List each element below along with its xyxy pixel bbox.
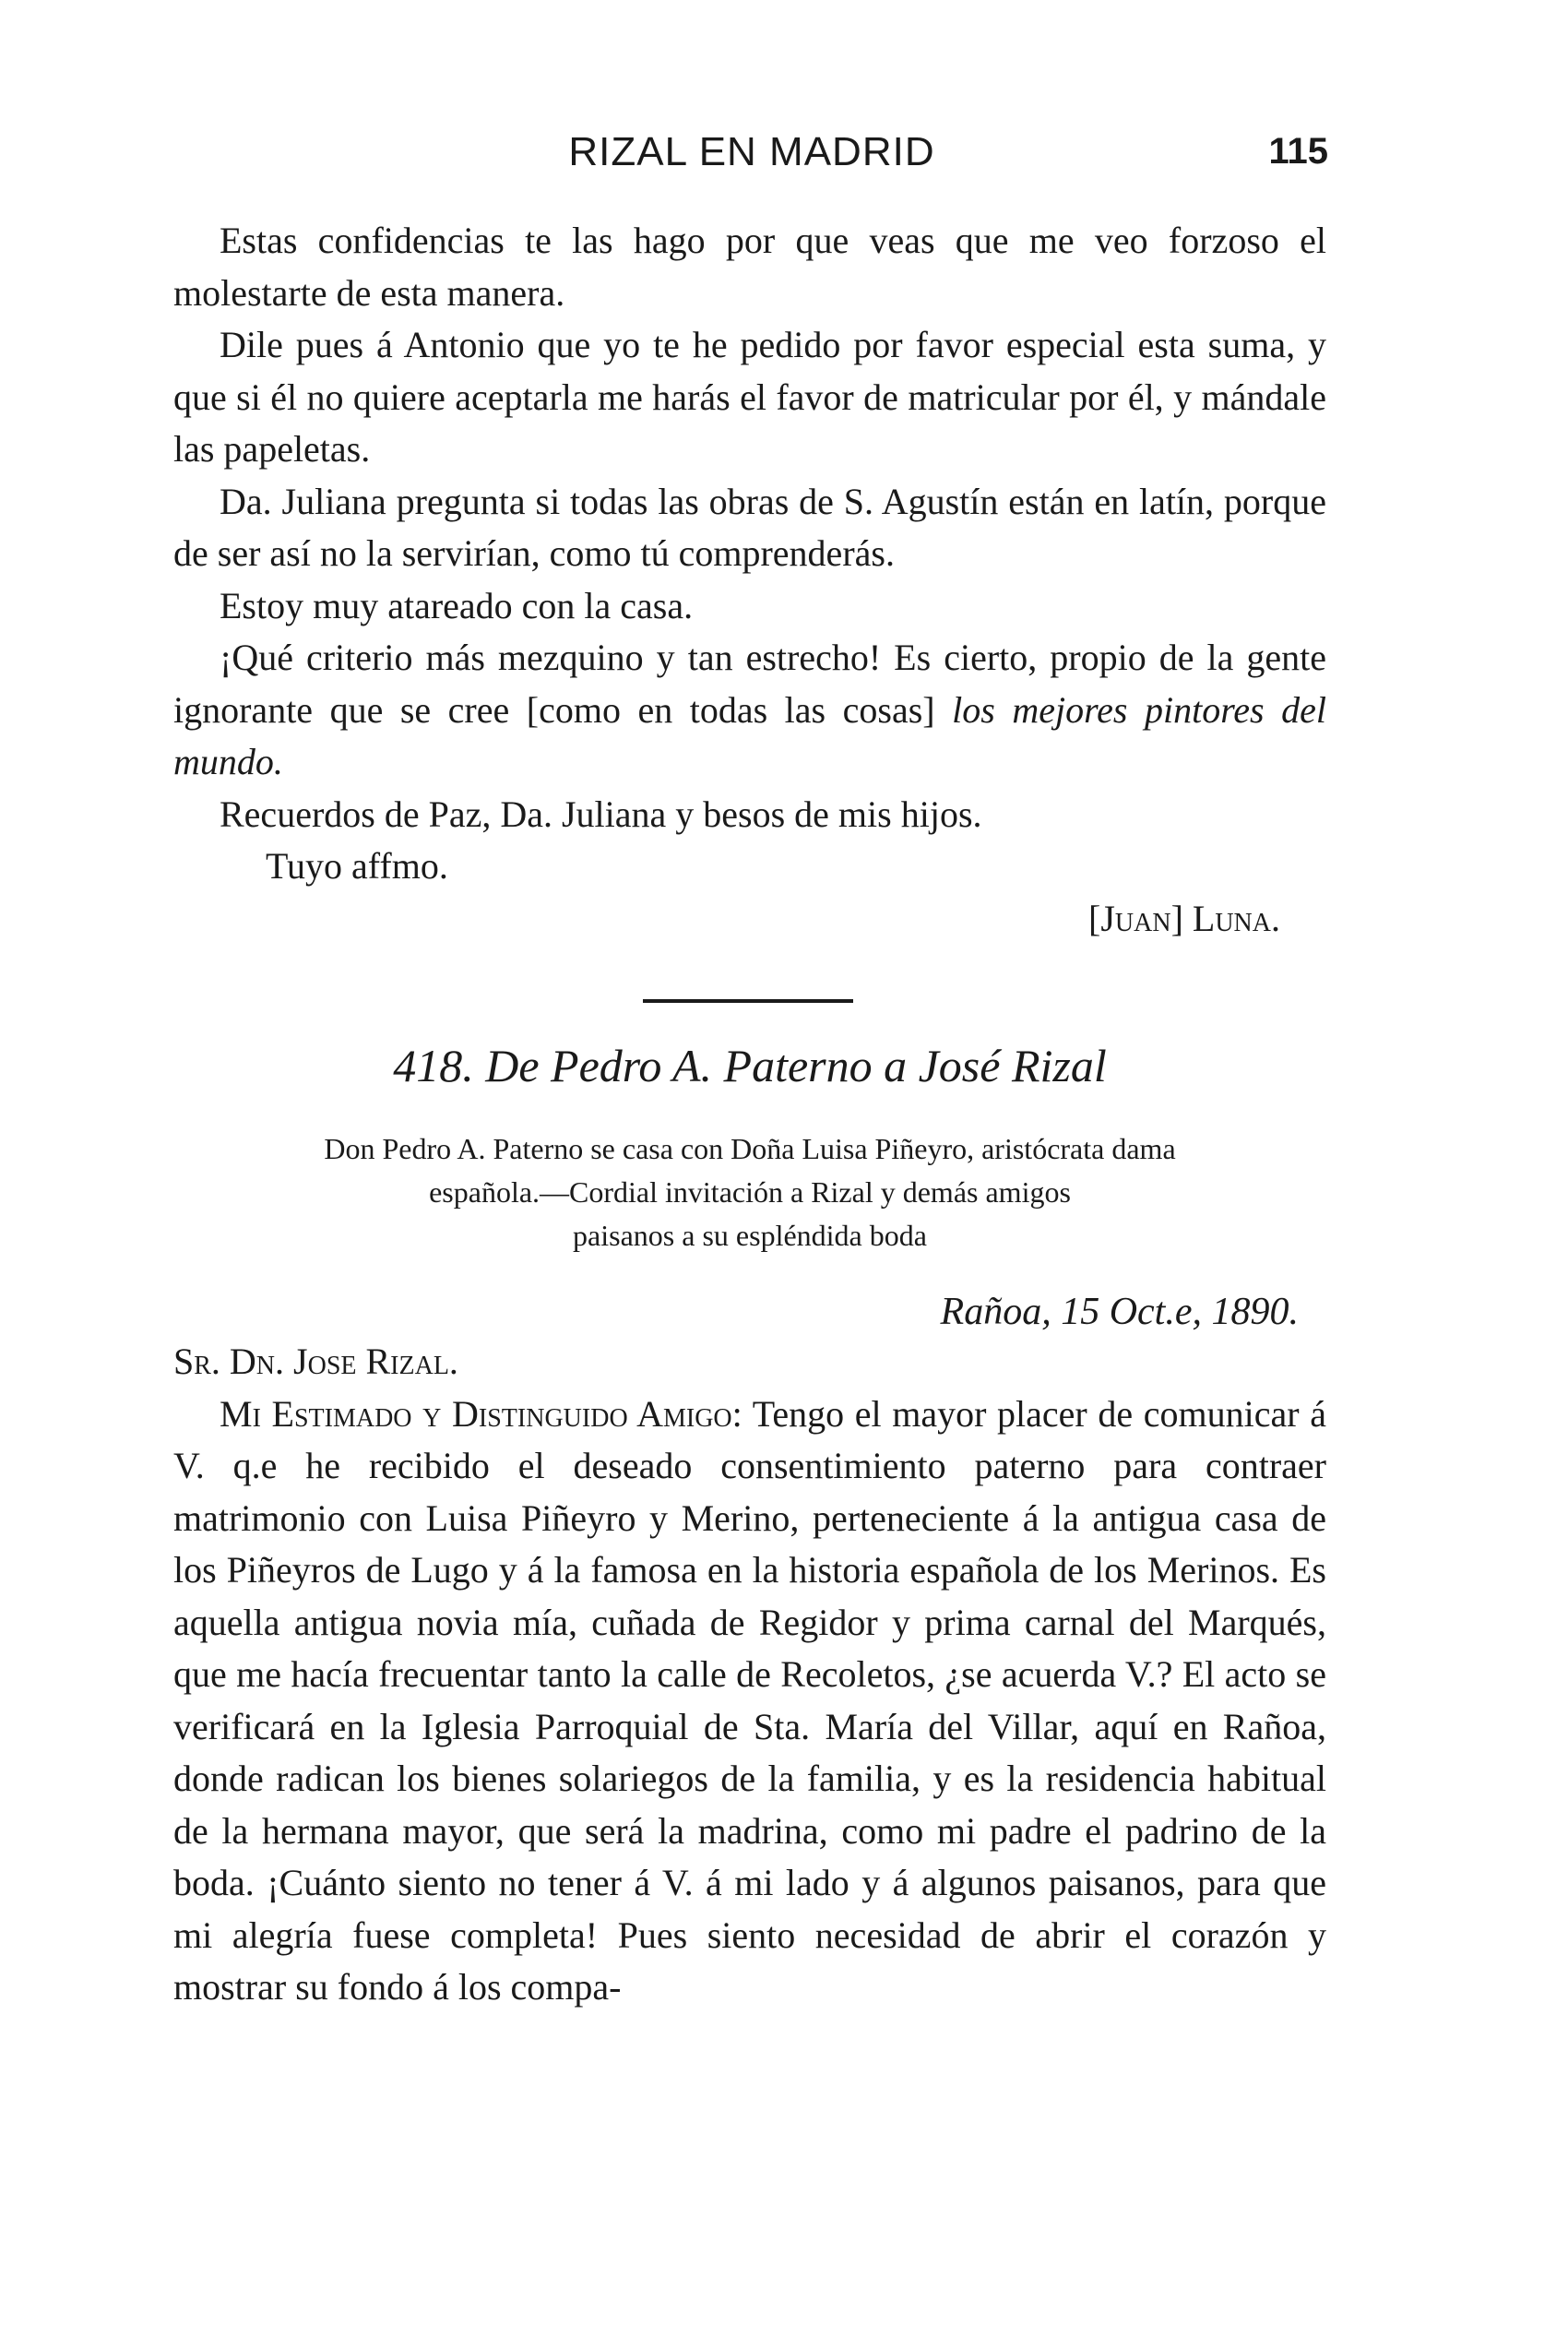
page-number: 115 [1268,131,1328,172]
paragraph [173,632,1326,789]
salutation: Mi Estimado y Distinguido Amigo: [220,1392,742,1435]
paragraph [173,1388,1326,2014]
paragraph: Dile pues á Antonio que yo te he pedido por favor especial esta suma, y que si él no quiere aceptarla me harás el favor de matricular por él, y mándale las papeletas. [173,324,1326,470]
addressee: Sr. Dn. Jose Rizal. [173,1341,458,1382]
dateline: Rañoa, 15 Oct.e, 1890. [940,1291,1299,1333]
summary-line: española.—Cordial invitación a Rizal y demás amigos [429,1175,1071,1209]
italic-phrase: los mejores pintores del mundo. [173,688,1327,782]
section-divider [643,999,853,1003]
paragraph-text: ¡Qué criterio más mezquino y tan estrecho! Es cierto, propio de la gente ignorante que se cree [como en todas las cosas] [173,637,1326,731]
letter-418-body [173,1336,1326,2014]
paragraph: Da. Juliana pregunta si todas las obras de S. Agustín están en latín, porque de ser así no la servirían, como tú comprenderás. [173,480,1326,574]
summary-line: Don Pedro A. Paterno se casa con Doña Luisa Piñeyro, aristócrata dama [324,1132,1176,1165]
paragraph: Estas confidencias te las hago por que veas que me veo forzoso el molestarte de esta manera. [173,220,1326,314]
paragraph-text: Tengo el mayor placer de comunicar á V. q.e he recibido el deseado consentimiento paterno para contraer matrimonio con Luisa Piñeyro y Merino, perteneciente á la antigua casa de los Piñeyros de Lugo y á la famosa en la historia española de los Merinos. Es aquella antigua novia mía, cuñada de Regidor y prima carnal del Marqués, que me hacía frecuentar tanto la calle de Recoletos, ¿se acuerda V.? El acto se verificará en la Iglesia Parroquial de Sta. María del Villar, aquí en Rañoa, donde radican los bienes solariegos de la familia, y es la residencia habitual de la hermana mayor, que será la madrina, como mi padre el padrino de la boda. ¡Cuánto siento no tener á V. á mi lado y á algunos paisanos, para que mi alegría fuese completa! Pues siento necesidad de abrir el corazón y mostrar su fondo á los compa- [173,1392,1326,2008]
paragraph: Recuerdos de Paz, Da. Juliana y besos de mis hijos. [220,793,982,835]
running-head [175,129,1328,185]
letter-heading: 418. De Pedro A. Paterno a José Rizal [393,1040,1107,1091]
summary-line: paisanos a su espléndida boda [573,1219,927,1252]
letter-summary [173,1127,1326,1257]
signature: [Juan] Luna. [1088,897,1280,939]
paragraph: Estoy muy atareado con la casa. [220,584,694,626]
letter-417-body [173,215,1326,945]
closing: Tuyo affmo. [266,845,448,887]
running-title: RIZAL EN MADRID [568,129,935,174]
